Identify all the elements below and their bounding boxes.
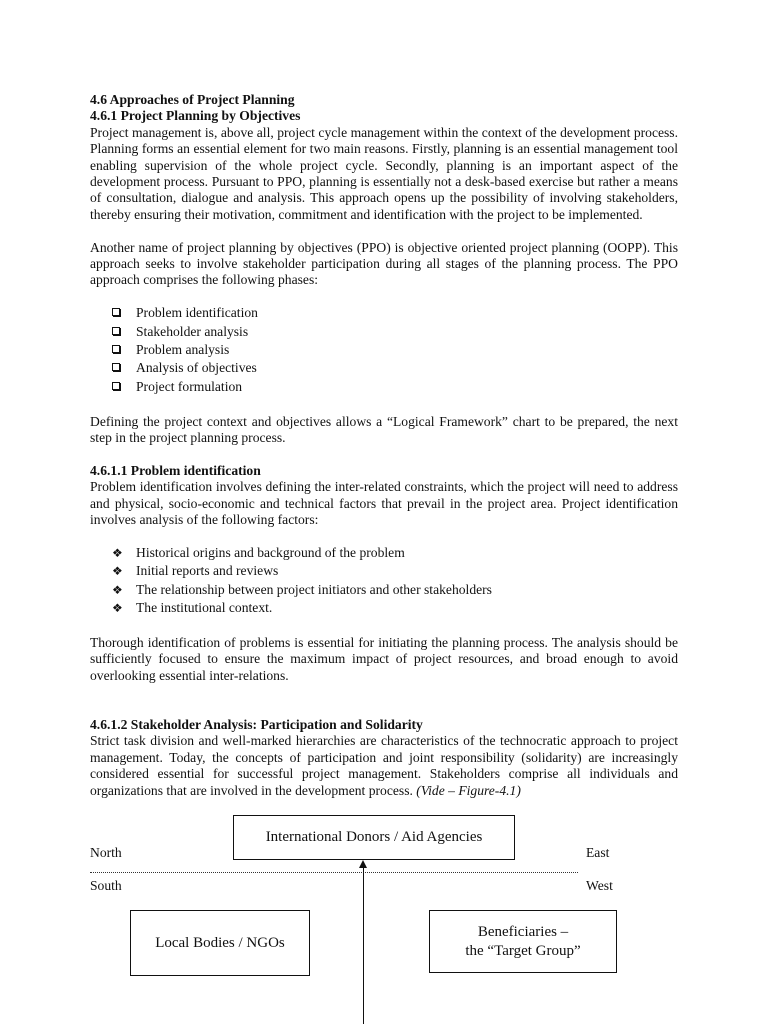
east-label: East	[586, 845, 610, 860]
section-heading: 4.6 Approaches of Project Planning	[90, 92, 295, 107]
diamond-bullet-icon: ❖	[112, 545, 123, 560]
south-label: South	[90, 878, 122, 893]
list-item: Stakeholder analysis	[112, 324, 678, 342]
list-item: Problem identification	[112, 305, 678, 323]
document-page	[90, 92, 678, 799]
intro-paragraph: Project management is, above all, project cycle management within the context of the development process. Planning forms an essential element for two main reasons. Firstly, planning is an essential management tool enabling supervision of the whole project cycle. Secondly, planning is an important aspect of the development process. Pursuant to PPO, planning is essentially not a desk-based exercise but rather a means of consultation, dialogue and analysis. This approach opens up the possibility of involving stakeholders, thereby ensuring their motivation, commitment and identification with the project to be implemented.	[90, 124, 678, 222]
list-item: ❖ The relationship between project initiators and other stakeholders	[112, 581, 492, 597]
list-item: Project formulation	[112, 379, 678, 397]
arrow-up-icon	[359, 860, 367, 868]
beneficiaries-box: Beneficiaries – the “Target Group”	[429, 910, 617, 973]
phases-list	[90, 305, 678, 397]
list-item: ❖ Initial reports and reviews	[112, 563, 279, 579]
diamond-bullet-icon: ❖	[112, 601, 123, 616]
list-item: ❖ Historical origins and background of the problem	[112, 544, 405, 560]
square-bullet-icon	[112, 327, 120, 335]
diamond-bullet-icon: ❖	[112, 582, 123, 597]
square-bullet-icon	[112, 382, 120, 390]
connector-line	[363, 866, 364, 1024]
square-bullet-icon	[112, 308, 120, 316]
north-south-divider	[90, 872, 578, 873]
north-label: North	[90, 845, 122, 860]
factors-list	[90, 545, 678, 619]
diamond-bullet-icon: ❖	[112, 564, 123, 579]
list-item: ❖ The institutional context.	[112, 600, 273, 616]
west-label: West	[586, 878, 613, 893]
ppo-paragraph: Another name of project planning by objectives (PPO) is objective oriented project planning (OOPP). This approach seeks to involve stakeholder participation during all stages of the planning process. The PPO approach comprises the following phases:	[90, 239, 678, 288]
list-item: Problem analysis	[112, 342, 678, 360]
logframe-paragraph: Defining the project context and objectives allows a “Logical Framework” chart to be prepared, the next step in the project planning process.	[90, 413, 678, 446]
subsection-heading: 4.6.1 Project Planning by Objectives	[90, 108, 301, 124]
stakeholder-paragraph: Strict task division and well-marked hierarchies are characteristics of the technocratic approach to project management. Today, the concepts of participation and joint responsibility (solidarity) are increasingly considered essential for successful project management. Stakeholders comprise all individuals and organizations that are involved in the development process. (Vide – Figure-4.1)	[90, 733, 678, 798]
problem-thorough-paragraph: Thorough identification of problems is essential for initiating the planning process. The analysis should be sufficiently focused to ensure the maximum impact of project resources, and broad enough to avoid overlooking essential inter-relations.	[90, 634, 678, 683]
square-bullet-icon	[112, 345, 120, 353]
problem-identification-paragraph: Problem identification involves defining the inter-related constraints, which the project will need to address and physical, socio-economic and technical factors that prevail in the project area. Project identification involves analysis of the following factors:	[90, 479, 678, 528]
international-donors-box: International Donors / Aid Agencies	[233, 815, 515, 860]
problem-identification-heading: 4.6.1.1 Problem identification	[90, 462, 261, 478]
list-item: Analysis of objectives	[112, 360, 678, 378]
local-bodies-box: Local Bodies / NGOs	[130, 910, 310, 976]
figure-reference: (Vide – Figure-4.1)	[416, 782, 521, 798]
stakeholder-analysis-heading: 4.6.1.2 Stakeholder Analysis: Participation and Solidarity	[90, 716, 423, 732]
square-bullet-icon	[112, 363, 120, 371]
